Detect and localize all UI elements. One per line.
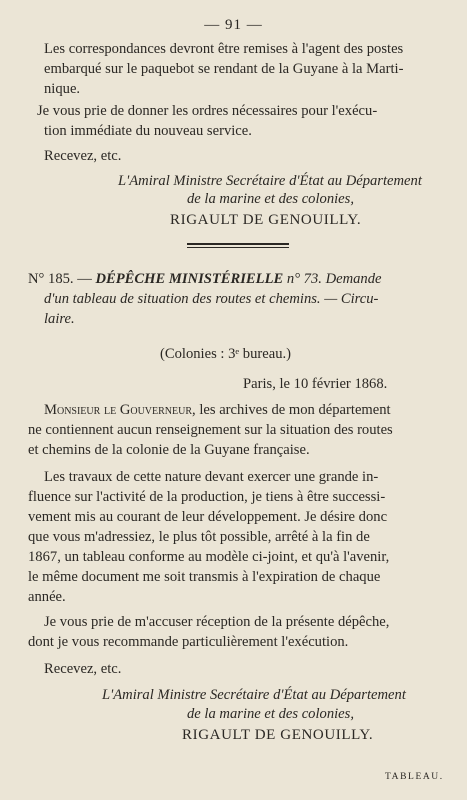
text-line: Je vous prie de m'accuser réception de la présente dépêche,: [44, 614, 390, 630]
text-line: Je vous prie de donner les ordres nécessaires pour l'exécu-: [37, 103, 378, 119]
section-divider: [187, 243, 289, 245]
closing-line: Recevez, etc.: [44, 661, 122, 677]
text-line: tion immédiate du nouveau service.: [44, 123, 252, 139]
signature-name: RIGAULT DE GENOUILLY.: [182, 727, 374, 743]
text-line: fluence sur l'activité de la production, je tiens à être successi-: [28, 489, 386, 505]
signature-title: de la marine et des colonies,: [187, 191, 354, 207]
heading-rest: Demande: [325, 271, 382, 287]
signature-name: RIGAULT DE GENOUILLY.: [170, 212, 362, 228]
dateline: Paris, le 10 février 1868.: [243, 376, 388, 392]
document-type: DÉPÊCHE MINISTÉRIELLE: [95, 271, 284, 287]
text-line: 1867, un tableau conforme au modèle ci-joint, et qu'à l'avenir,: [28, 549, 390, 565]
text-line: nique.: [44, 81, 81, 97]
heading-dash: —: [77, 271, 92, 287]
text-line: le même document me soit transmis à l'expiration de chaque: [28, 569, 381, 585]
document-number: N° 185.: [28, 271, 74, 287]
text-line: que vous m'adressiez, le plus tôt possible, arrêté à la fin de: [28, 529, 370, 545]
document-heading: [28, 270, 458, 288]
text-line: ne contiennent aucun renseignement sur la situation des routes: [28, 422, 393, 438]
heading-line: laire.: [44, 311, 75, 327]
text-line: dont je vous recommande particulièrement l'exécution.: [28, 634, 349, 650]
page-number: — 91 —: [204, 17, 263, 33]
text-line: Les travaux de cette nature devant exercer une grande in-: [44, 469, 379, 485]
heading-line: d'un tableau de situation des routes et chemins. — Circu-: [44, 291, 379, 307]
signature-title: L'Amiral Ministre Secrétaire d'État au Département: [118, 173, 422, 189]
document-type-number: n° 73.: [286, 271, 322, 287]
text-line: embarqué sur le paquebot se rendant de la Guyane à la Marti-: [44, 61, 404, 77]
text-line: et chemins de la colonie de la Guyane française.: [28, 442, 310, 458]
text-line: [44, 401, 454, 419]
catchword: TABLEAU.: [385, 772, 444, 782]
text-line: vement mis au courant de leur développement. Je désire donc: [28, 509, 388, 525]
paragraph-text: les archives de mon département: [199, 402, 391, 418]
text-line: Les correspondances devront être remises à l'agent des postes: [44, 41, 404, 57]
bureau-line: (Colonies : 3ᵉ bureau.): [160, 346, 292, 362]
signature-title: de la marine et des colonies,: [187, 706, 354, 722]
signature-title: L'Amiral Ministre Secrétaire d'État au Département: [102, 687, 406, 703]
salutation: Monsieur le Gouverneur,: [44, 402, 196, 418]
closing-line: Recevez, etc.: [44, 148, 122, 164]
text-line: année.: [28, 589, 66, 605]
